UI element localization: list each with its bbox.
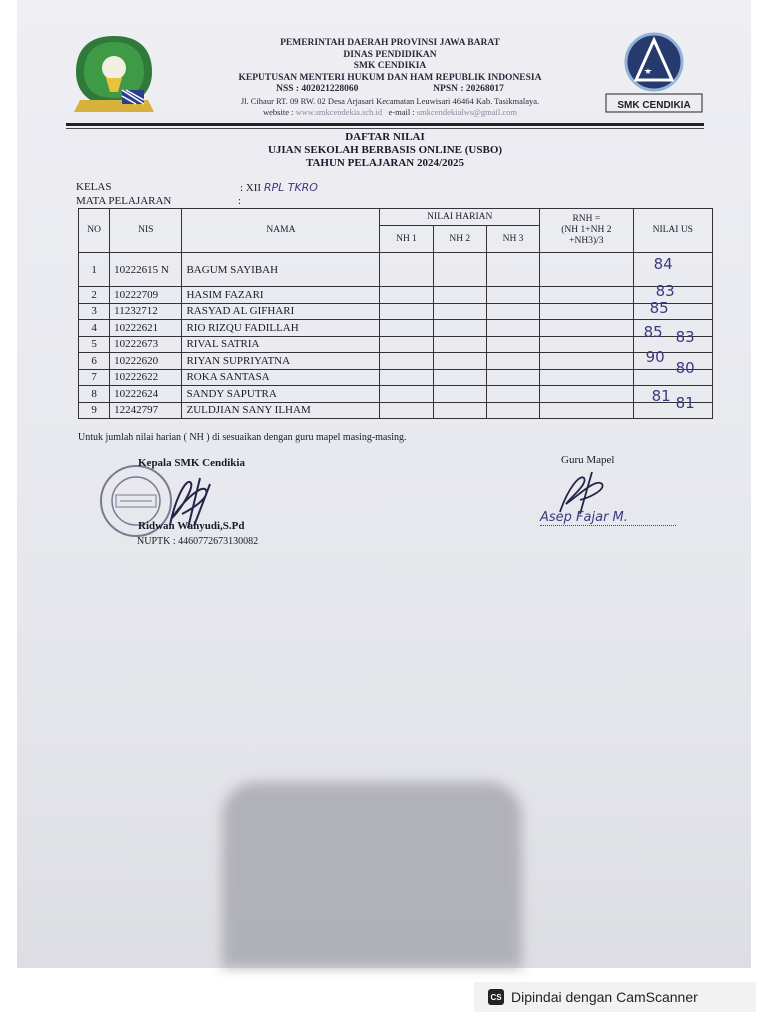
cell-nis: 10222615 N	[110, 253, 182, 287]
cell-nilai-us	[633, 320, 712, 341]
handwritten-grade: 81	[651, 387, 671, 405]
cell-nis: 12242797	[110, 402, 182, 419]
cell-nh3	[486, 386, 539, 403]
document-title: DAFTAR NILAI UJIAN SEKOLAH BERBASIS ONLINE (USBO) TAHUN PELAJARAN 2024/2025	[267, 131, 503, 169]
phone-shadow	[222, 782, 522, 968]
cell-no: 7	[79, 369, 110, 386]
email-link[interactable]: smkcendekialws@gmail.com	[416, 107, 517, 117]
cell-rnh	[540, 320, 633, 337]
cell-nama: RASYAD AL GIFHARI	[182, 303, 380, 320]
cell-nh1	[380, 287, 433, 304]
school-name-line: SMK CENDIKIA	[353, 61, 427, 71]
cell-nilai-us	[633, 393, 712, 419]
cell-nis: 10222621	[110, 320, 182, 337]
col-no: NO	[79, 209, 110, 253]
cell-nama: RIVAL SATRIA	[182, 336, 380, 353]
cell-nilai-us	[633, 386, 712, 403]
cell-nama: RIYAN SUPRIYATNA	[182, 353, 380, 370]
cell-rnh	[540, 369, 633, 386]
kelas-value: : XII RPL TKRO	[240, 181, 318, 194]
cell-nis: 10222709	[110, 287, 182, 304]
west-java-emblem-logo	[70, 32, 158, 122]
handwritten-grade: 80	[675, 358, 695, 377]
cell-nh1	[380, 353, 433, 370]
cell-rnh	[540, 253, 633, 287]
table-row	[79, 369, 713, 386]
cell-nh2	[433, 287, 486, 304]
right-logo-text: SMK CENDIKIA	[617, 100, 691, 111]
cell-no: 5	[79, 336, 110, 353]
nss: NSS : 402021228060	[276, 84, 359, 94]
handwritten-grade: 90	[645, 348, 665, 366]
cell-nh3	[486, 353, 539, 370]
letterhead-divider-thick	[66, 123, 704, 126]
cell-nh3	[486, 320, 539, 337]
cell-nh2	[433, 253, 486, 287]
nss-npsn-line	[180, 84, 600, 96]
handwritten-grade: 81	[675, 393, 695, 412]
camscanner-icon: CS	[488, 989, 504, 1005]
mapel-separator: :	[238, 195, 242, 207]
mapel-label: MATA PELAJARAN	[76, 195, 172, 207]
table-row	[79, 336, 713, 353]
teacher-name: Asep Fajar M.	[540, 510, 676, 526]
cell-nilai-us	[633, 348, 712, 370]
col-nh2: NH 2	[433, 226, 486, 253]
cell-nama: ROKA SANTASA	[182, 369, 380, 386]
cell-no: 6	[79, 353, 110, 370]
cell-no: 9	[79, 402, 110, 419]
cell-nama: RIO RIZQU FADILLAH	[182, 320, 380, 337]
handwritten-grade: 85	[643, 323, 663, 341]
cell-nama: HASIM FAZARI	[182, 287, 380, 304]
kelas-label: KELAS	[76, 181, 112, 193]
col-nis: NIS	[110, 209, 182, 253]
cell-rnh	[540, 353, 633, 370]
cell-nh1	[380, 386, 433, 403]
cell-nh2	[433, 386, 486, 403]
npsn: NPSN : 20268017	[433, 84, 504, 94]
footnote: Untuk jumlah nilai harian ( NH ) di sesuaikan dengan guru mapel masing-masing.	[78, 432, 407, 443]
cell-nama: ZULDJIAN SANY ILHAM	[182, 402, 380, 419]
cell-nh2	[433, 402, 486, 419]
principal-title: Kepala SMK Cendikia	[138, 457, 245, 469]
cell-no: 8	[79, 386, 110, 403]
col-nh1: NH 1	[380, 226, 433, 253]
principal-name: Ridwan Wahyudi,S.Pd	[138, 520, 245, 532]
grade-table	[78, 208, 713, 419]
cell-nh2	[433, 320, 486, 337]
website-link[interactable]: www.smkcendekia.sch.id	[295, 107, 383, 117]
cell-nilai-us	[633, 358, 712, 386]
cell-rnh	[540, 303, 633, 320]
cell-nh3	[486, 287, 539, 304]
cell-no: 4	[79, 320, 110, 337]
cell-nh1	[380, 369, 433, 386]
contact-line: website : www.smkcendekia.sch.id e-mail : smkcendekialws@gmail.com	[263, 107, 517, 117]
cell-nis: 10222673	[110, 336, 182, 353]
col-nama: NAMA	[182, 209, 380, 253]
handwritten-grade: 85	[649, 298, 669, 317]
cell-nh2	[433, 353, 486, 370]
cell-nis: 10222624	[110, 386, 182, 403]
cell-rnh	[540, 402, 633, 419]
table-row	[79, 402, 713, 419]
letterhead-divider-thin	[66, 128, 704, 129]
cell-nh3	[486, 402, 539, 419]
cell-nis: 10222620	[110, 353, 182, 370]
cell-rnh	[540, 386, 633, 403]
cell-nilai-us	[633, 282, 712, 304]
department-line: DINAS PENDIDIKAN	[343, 49, 437, 60]
cell-nh2	[433, 336, 486, 353]
table-row	[79, 320, 713, 337]
cell-nh1	[380, 320, 433, 337]
cell-nis: 10222622	[110, 369, 182, 386]
col-nh3: NH 3	[486, 226, 539, 253]
handwritten-grade: 83	[655, 282, 675, 300]
col-rnh: RNH = (NH 1+NH 2 +NH3)/3	[540, 209, 633, 253]
cell-nh3	[486, 369, 539, 386]
table-row	[79, 303, 713, 320]
table-row	[79, 386, 713, 403]
cell-nilai-us	[633, 298, 712, 320]
handwritten-grade: 84	[653, 255, 673, 273]
col-nilai-harian: NILAI HARIAN	[380, 209, 540, 226]
government-line: PEMERINTAH DAERAH PROVINSI JAWA BARAT	[280, 38, 500, 48]
camscanner-label: Dipindai dengan CamScanner	[511, 989, 698, 1005]
cell-rnh	[540, 287, 633, 304]
letterhead	[180, 38, 600, 119]
cell-no: 1	[79, 253, 110, 287]
cell-nh1	[380, 303, 433, 320]
handwritten-grade: 83	[675, 327, 695, 346]
cell-nh2	[433, 369, 486, 386]
cell-nis: 11232712	[110, 303, 182, 320]
cell-nama: SANDY SAPUTRA	[182, 386, 380, 403]
cell-nama: BAGUM SAYIBAH	[182, 253, 380, 287]
cell-nh1	[380, 336, 433, 353]
table-row	[79, 353, 713, 370]
table-row	[79, 253, 713, 287]
address-line: Jl. Cihaur RT. 09 RW. 02 Desa Arjasari Kecamatan Leuwisari 46464 Kab. Tasikmalaya.	[240, 95, 540, 106]
kelas-handwritten: RPL TKRO	[263, 181, 318, 194]
cell-nh3	[486, 303, 539, 320]
cell-rnh	[540, 336, 633, 353]
col-nilai-us: NILAI US	[633, 209, 712, 253]
cell-nh1	[380, 402, 433, 419]
cell-nh3	[486, 253, 539, 287]
principal-nuptk: NUPTK : 4460772673130082	[137, 536, 259, 547]
table-row	[79, 287, 713, 304]
teacher-title: Guru Mapel	[561, 454, 615, 466]
cell-no: 2	[79, 287, 110, 304]
decree-line: KEPUTUSAN MENTERI HUKUM DAN HAM REPUBLIK INDONESIA	[238, 72, 542, 83]
cell-nh1	[380, 253, 433, 287]
cell-no: 3	[79, 303, 110, 320]
cell-nh3	[486, 336, 539, 353]
cell-nh2	[433, 303, 486, 320]
camscanner-watermark	[474, 982, 756, 1012]
smk-cendikia-logo	[604, 32, 704, 118]
